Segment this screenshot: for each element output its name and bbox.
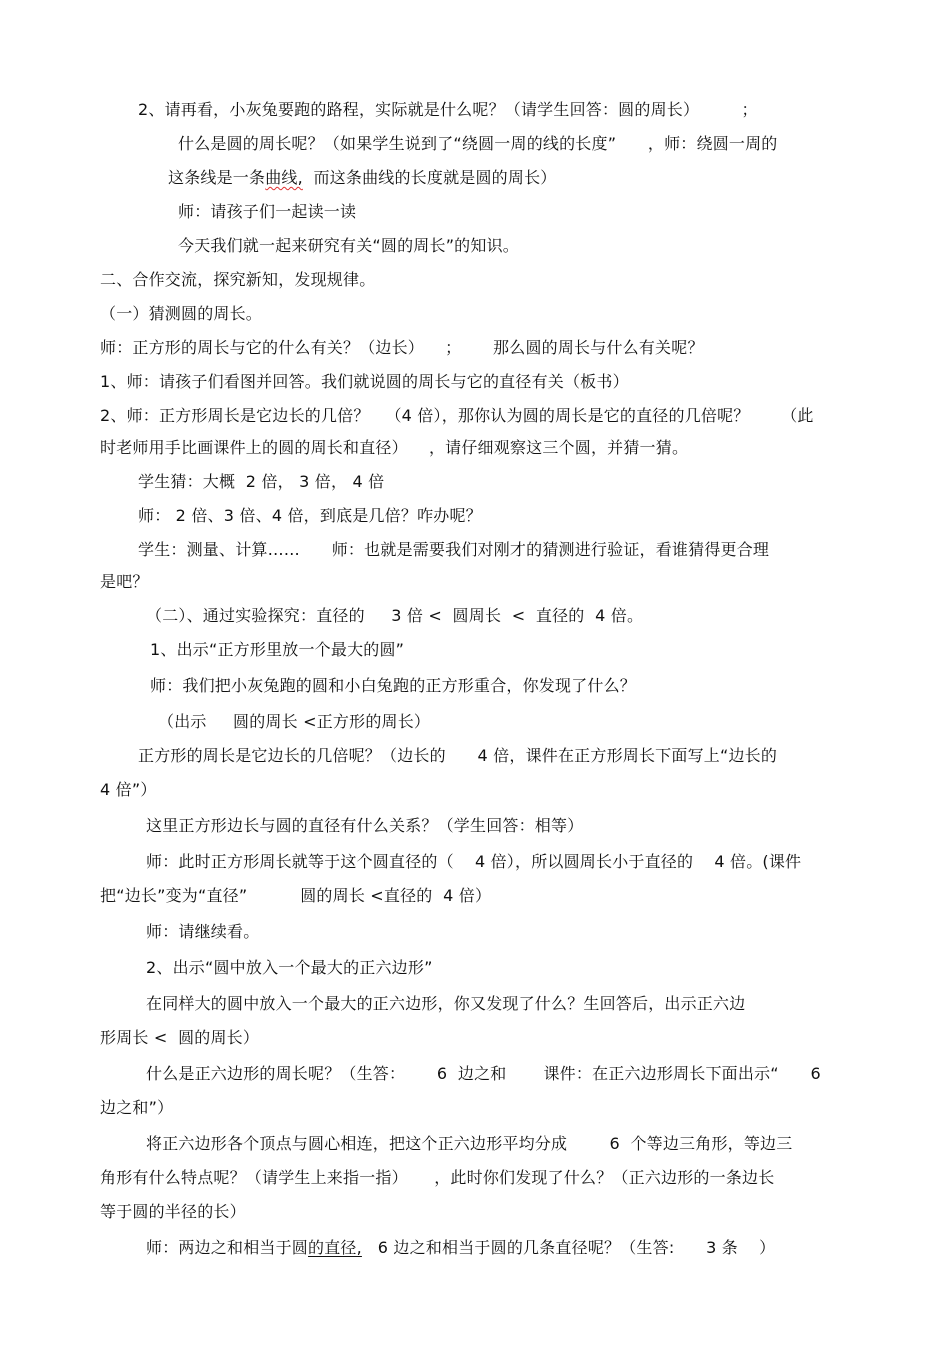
line-teacher-equal-cont: 把“边长”变为“直径” 圆的周长 <直径的 4 倍） bbox=[100, 886, 492, 905]
line-teacher-equal: 师：此时正方形周长就等于这个圆直径的（ 4 倍），所以圆周长小于直径的 4 倍。(课件 bbox=[146, 852, 802, 871]
line-triangles: 将正六边形各个顶点与圆心相连，把这个正六边形平均分成 6 个等边三角形，等边三 bbox=[146, 1134, 793, 1153]
line-hexagon-discover: 在同样大的圆中放入一个最大的正六边形，你又发现了什么？生回答后，出示正六边 bbox=[146, 994, 746, 1013]
line-continue: 师：请继续看。 bbox=[146, 922, 260, 941]
two-sides-lead: 师：两边之和相当于圆 bbox=[146, 1238, 309, 1257]
line-question-path: 2、请再看，小灰兔要跑的路程，实际就是什么呢？（请学生回答：圆的周长） ； bbox=[138, 100, 758, 119]
line-item-2-cont: 时老师用手比画课件上的圆的周长和直径） ，请仔细观察这三个圆，并猜一猜。 bbox=[100, 438, 689, 457]
curve-wavy-underline: 曲线, bbox=[265, 168, 303, 187]
line-side-times-cont: 4 倍”） bbox=[100, 780, 157, 799]
line-overlap: 师：我们把小灰兔跑的圆和小白兔跑的正方形重合，你发现了什么？ bbox=[150, 676, 637, 695]
line-hexagon-discover-cont: 形周长 < 圆的周长） bbox=[100, 1028, 260, 1047]
section-heading-two: 二、合作交流，探究新知，发现规律。 bbox=[100, 270, 376, 289]
line-square-perimeter: 师：正方形的周长与它的什么有关？（边长） ； 那么圆的周长与什么有关呢？ bbox=[100, 338, 704, 357]
line-student-guess: 学生猜：大概 2 倍， 3 倍， 4 倍 bbox=[138, 472, 385, 491]
line-two-sides bbox=[146, 1238, 775, 1258]
line-triangles-cont-2: 等于圆的半径的长） bbox=[100, 1202, 246, 1221]
line-hexagon-perimeter-cont: 边之和”） bbox=[100, 1098, 174, 1117]
line-side-diameter: 这里正方形边长与圆的直径有什么关系？（学生回答：相等） bbox=[146, 816, 584, 835]
line-triangles-cont: 角形有什么特点呢？（请学生上来指一指） ，此时你们发现了什么？（正六边形的一条边长 bbox=[100, 1168, 775, 1187]
two-sides-tail: 6 边之和相当于圆的几条直径呢？（生答: 3 条 ） bbox=[361, 1238, 776, 1257]
diameter-underline: 的直径, bbox=[308, 1238, 362, 1257]
line-what-is-circumference: 什么是圆的周长呢？（如果学生说到了“绕圆一周的线的长度” ，师：绕圆一周的 bbox=[178, 134, 778, 153]
curve-text-lead: 这条线是一条 bbox=[168, 168, 266, 187]
line-read-together: 师：请孩子们一起读一读 bbox=[178, 202, 357, 221]
line-teacher-how: 师： 2 倍、3 倍、4 倍，到底是几倍？咋办呢？ bbox=[138, 506, 482, 525]
curve-text-tail: 而这条曲线的长度就是圆的周长） bbox=[302, 168, 557, 187]
subsection-guess: （一）猜测圆的周长。 bbox=[100, 304, 263, 323]
line-today-study: 今天我们就一起来研究有关“圆的周长”的知识。 bbox=[178, 236, 519, 255]
subsection-experiment: （二）、通过实验探究：直径的 3 倍 < 圆周长 < 直径的 4 倍。 bbox=[146, 606, 644, 625]
line-curve-explanation bbox=[168, 168, 556, 188]
line-show-hexagon: 2、出示“圆中放入一个最大的正六边形” bbox=[146, 958, 433, 977]
line-measure-cont: 是吧？ bbox=[100, 572, 149, 591]
line-item-1: 1、师：请孩子们看图并回答。我们就说圆的周长与它的直径有关（板书） bbox=[100, 372, 629, 391]
line-hexagon-perimeter: 什么是正六边形的周长呢？（生答： 6 边之和 课件：在正六边形周长下面出示“ 6 bbox=[146, 1064, 821, 1083]
line-measure: 学生：测量、计算…… 师：也就是需要我们对刚才的猜测进行验证，看谁猜得更合理 bbox=[138, 540, 770, 559]
line-side-times: 正方形的周长是它边长的几倍呢？（边长的 4 倍，课件在正方形周长下面写上“边长的 bbox=[138, 746, 778, 765]
line-show-compare: （出示 圆的周长 <正方形的周长） bbox=[158, 712, 431, 731]
line-item-2: 2、师：正方形周长是它边长的几倍？ （4 倍），那你认为圆的周长是它的直径的几倍呢？ （此 bbox=[100, 406, 814, 425]
line-show-square: 1、出示“正方形里放一个最大的圆” bbox=[150, 640, 405, 659]
